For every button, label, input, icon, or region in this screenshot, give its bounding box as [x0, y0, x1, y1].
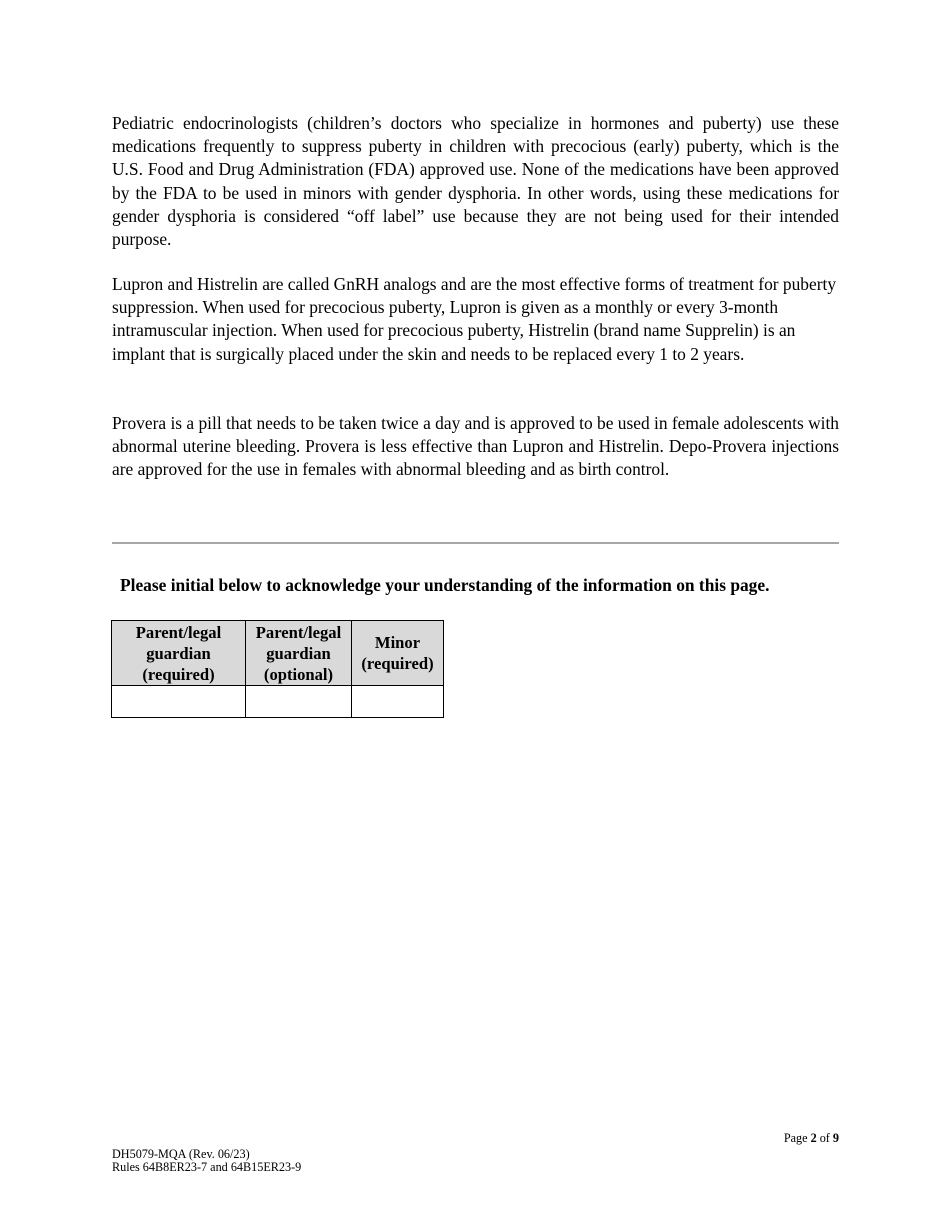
- section-divider: [112, 542, 839, 544]
- total-pages: 9: [832, 1131, 839, 1145]
- initials-header-row: [112, 621, 444, 686]
- initial-field-parent-required[interactable]: [112, 686, 246, 718]
- initial-field-parent-optional[interactable]: [246, 686, 352, 718]
- header-parent-guardian-required: Parent/legal guardian (required): [112, 621, 246, 686]
- initials-entry-row: [112, 686, 444, 718]
- initials-table: [111, 620, 444, 718]
- form-id: DH5079-MQA (Rev. 06/23): [112, 1147, 250, 1161]
- acknowledgement-instruction: Please initial below to acknowledge your understanding of the information on this page.: [120, 575, 770, 595]
- header-minor-required: Minor (required): [352, 621, 444, 686]
- paragraph-provera: Provera is a pill that needs to be taken twice a day and is approved to be used in female adolescents with abnormal uterine bleeding. Provera is less effective than Lupron and Histrelin. Depo-Provera injections are approved for the use in females with abnormal bleeding and as birth control.: [112, 413, 839, 480]
- initial-field-minor[interactable]: [352, 686, 444, 718]
- paragraph-fda-approved-use: Pediatric endocrinologists (children’s doctors who specialize in hormones and puberty) use these medications frequently to suppress puberty in children with precocious (early) puberty, which is the U.S. Food and Drug Administration (FDA) approved use. None of the medications have been approved by the FDA to be used in minors with gender dysphoria. In other words, using these medications for gender dysphoria is considered “off label” use because they are not being used for their intended purpose.: [112, 113, 839, 250]
- rules-reference: Rules 64B8ER23-7 and 64B15ER23-9: [112, 1160, 302, 1174]
- current-page: 2: [810, 1131, 817, 1145]
- paragraph-gnrh-analogs: Lupron and Histrelin are called GnRH analogs and are the most effective forms of treatment for puberty suppression. When used for precocious puberty, Lupron is given as a monthly or every 3-month intramuscular injection. When used for precocious puberty, Histrelin (brand name Supprelin) is an implant that is surgically placed under the skin and needs to be replaced every 1 to 2 years.: [112, 274, 837, 364]
- header-parent-guardian-optional: Parent/legal guardian (optional): [246, 621, 352, 686]
- page-number: Page 2 of 9: [783, 1131, 839, 1145]
